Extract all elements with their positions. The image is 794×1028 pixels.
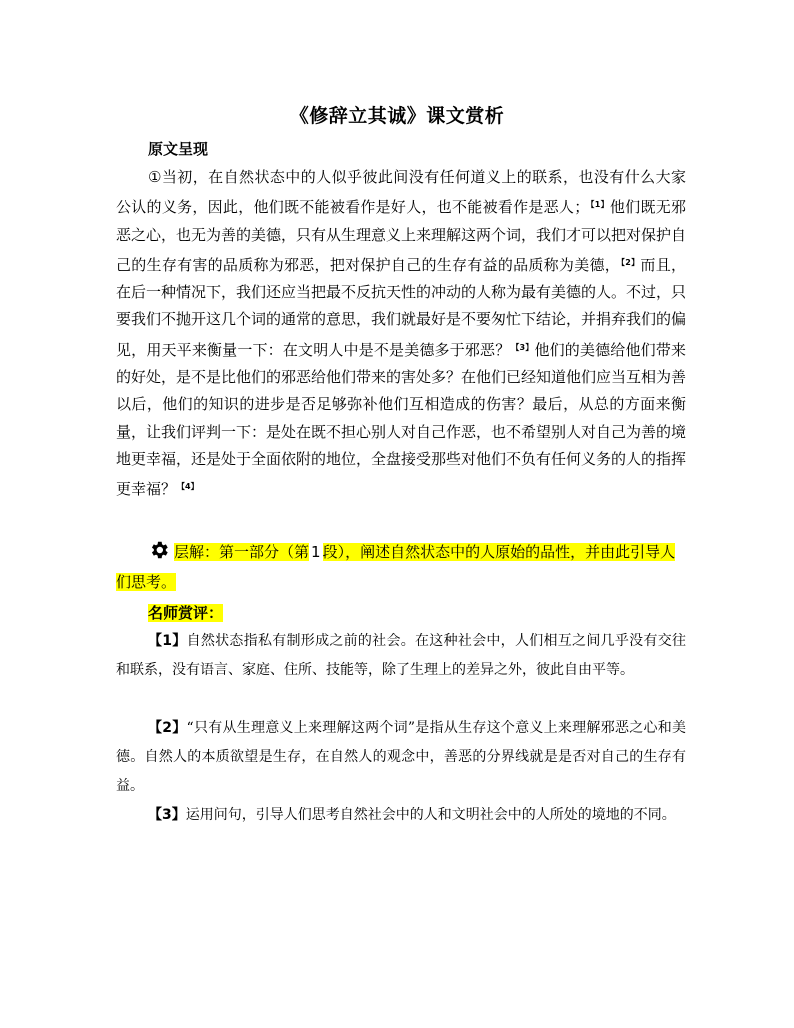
layer-paragraph-number: 1 bbox=[311, 543, 321, 561]
original-text-paragraph bbox=[116, 164, 686, 504]
comment-tag: 【3】 bbox=[148, 807, 186, 823]
gear-icon bbox=[148, 539, 170, 561]
comment-text: “只有从生理意义上来理解这两个词”是指从生存这个意义上来理解邪恶之心和美德。自然人的本质欲望是生存，在自然人的观念中，善恶的分界线就是是否对自己的生存有益。 bbox=[116, 720, 686, 794]
comment-tag: 【2】 bbox=[148, 720, 187, 736]
paragraph-sentence: ①当初，在自然状态中的人似乎彼此间没有任何道义上的联系，也没有什么大家公认的义务，因此，他们既不能被看作是好人，也不能被看作是恶人； bbox=[116, 168, 686, 217]
note-marker: 【3】 bbox=[511, 342, 534, 352]
comment-3 bbox=[116, 801, 686, 830]
page-title: 《修辞立其诚》课文赏析 bbox=[289, 105, 505, 127]
note-marker: 【4】 bbox=[177, 482, 199, 492]
comment-1 bbox=[116, 627, 686, 685]
layer-text: 段），阐述自然状态中的人原始的品性，并由此引导人们思考。 bbox=[116, 543, 676, 591]
layer-analysis bbox=[116, 537, 686, 597]
paragraph-sentence: 他们的美德给他们带来的好处，是不是比他们的邪恶给他们带来的害处多？在他们已经知道他们应当互相为善以后，他们的知识的进步是否足够弥补他们互相造成的伤害？最后，从总的方面来衡量，让我们评判一下：是处在既不担心别人对自己作恶，也不希望别人对自己为善的境地更幸福，还是处于全面依附的地位，全盘接受那些对他们不负有任何义务的人的指挥更幸福？ bbox=[116, 340, 687, 499]
comment-text: 自然状态指私有制形成之前的社会。在这种社会中，人们相互之间几乎没有交往和联系，没有语言、家庭、住所、技能等，除了生理上的差异之外，彼此自由平等。 bbox=[116, 633, 686, 678]
paragraph-sentence: 他们既无邪恶之心，也无为善的美德，只有从生理意义上来理解这两个词，我们才可以把对保护自己的生存有害的品质称为邪恶，把对保护自己的生存有益的品质称为美德， bbox=[116, 198, 687, 274]
paragraph-sentence: 而且，在后一种情况下，我们还应当把最不反抗天性的冲动的人称为最有美德的人。不过，只要我们不抛开这几个词的通常的意思，我们就最好是不要匆忙下结论，并捐弃我们的偏见，用天平来衡量一下：在文明人中是不是美德多于邪恶？ bbox=[116, 255, 687, 359]
section-heading: 原文呈现 bbox=[148, 140, 209, 158]
master-comment-heading: 名师赏评： bbox=[148, 604, 224, 622]
layer-text: 层解：第一部分（第 bbox=[174, 543, 310, 561]
note-marker: 【1】 bbox=[590, 200, 609, 210]
comment-2 bbox=[116, 714, 686, 801]
note-marker: 【2】 bbox=[621, 257, 640, 267]
comment-tag: 【1】 bbox=[148, 633, 187, 649]
comment-text: 运用问句，引导人们思考自然社会中的人和文明社会中的人所处的境地的不同。 bbox=[185, 807, 676, 823]
